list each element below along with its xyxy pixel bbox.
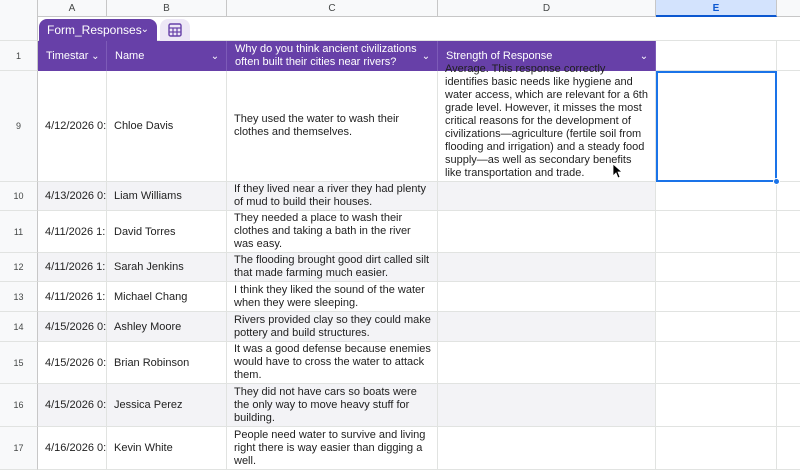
strength-cell[interactable] xyxy=(438,427,656,470)
response-cell[interactable] xyxy=(227,312,438,342)
response-text: They used the water to wash their clothes and themselves. xyxy=(234,113,400,138)
empty-cell[interactable] xyxy=(656,342,777,384)
response-text: If they lived near a river they had plenty of mud to build their houses. xyxy=(234,183,426,208)
header-question-label: Why do you think ancient civilizations often built their cities near rivers? xyxy=(235,43,417,68)
row-header-11[interactable]: 11 xyxy=(0,211,38,253)
timestamp-cell[interactable] xyxy=(38,312,107,342)
column-header-a[interactable]: A xyxy=(38,0,107,17)
row-header-blank xyxy=(0,17,38,41)
strength-cell[interactable] xyxy=(438,211,656,253)
response-text: They needed a place to wash their clothes and taking a bath in the river was easy. xyxy=(234,212,411,250)
strength-cell[interactable] xyxy=(438,182,656,211)
response-text: The flooding brought good dirt called silt that made farming much easier. xyxy=(234,254,430,279)
table-name-chip[interactable] xyxy=(39,19,157,41)
empty-cell[interactable] xyxy=(656,253,777,282)
empty-cell[interactable] xyxy=(656,282,777,312)
chevron-down-icon[interactable]: ⌄ xyxy=(210,50,220,62)
row-header-1[interactable]: 1 xyxy=(0,41,38,71)
empty-cell[interactable] xyxy=(656,312,777,342)
column-header-c[interactable]: C xyxy=(227,0,438,17)
response-cell[interactable] xyxy=(227,211,438,253)
strength-text: Average. This response correctly identifies basic needs like hygiene and water access, which are relevant for a 6th grade level. However, it misses the most critical reasons for the development of civilizations—agriculture (fertile soil from flooding and irrigation) and a steady food supply—as well as secondary benefits like transportation and trade. xyxy=(445,63,648,179)
empty-cell[interactable] xyxy=(777,282,800,312)
header-name-label: Name xyxy=(115,50,145,62)
column-header-e[interactable]: E xyxy=(656,0,777,17)
empty-cell[interactable] xyxy=(777,253,800,282)
header-question[interactable] xyxy=(227,41,438,71)
name-text: Chloe Davis xyxy=(114,120,174,132)
empty-cell[interactable] xyxy=(656,182,777,211)
name-text: Sarah Jenkins xyxy=(114,261,184,273)
name-cell[interactable] xyxy=(107,282,227,312)
timestamp-cell[interactable] xyxy=(38,427,107,470)
row-header-16[interactable]: 16 xyxy=(0,384,38,427)
response-cell[interactable] xyxy=(227,427,438,470)
name-cell[interactable] xyxy=(107,427,227,470)
empty-cell[interactable] xyxy=(656,41,777,71)
timestamp-text: 4/11/2026 1: xyxy=(45,261,106,273)
name-cell[interactable] xyxy=(107,312,227,342)
column-header-b[interactable]: B xyxy=(107,0,227,17)
response-cell[interactable] xyxy=(227,253,438,282)
chevron-down-icon[interactable]: ⌄ xyxy=(421,50,431,62)
table-name: Form_Responses xyxy=(47,23,142,37)
name-text: Jessica Perez xyxy=(114,399,183,411)
name-text: Kevin White xyxy=(114,442,173,454)
timestamp-cell[interactable] xyxy=(38,384,107,427)
row-header-14[interactable]: 14 xyxy=(0,312,38,342)
empty-cell[interactable] xyxy=(656,384,777,427)
timestamp-text: 4/15/2026 0: xyxy=(45,399,107,411)
response-text: It was a good defense because enemies would have to cross the water to attack them. xyxy=(234,343,431,381)
row-header-13[interactable]: 13 xyxy=(0,282,38,312)
name-text: Liam Williams xyxy=(114,190,182,202)
empty-cell[interactable] xyxy=(777,427,800,470)
column-header-d[interactable]: D xyxy=(438,0,656,17)
strength-cell[interactable] xyxy=(438,63,656,182)
name-cell[interactable] xyxy=(107,253,227,282)
empty-cell[interactable] xyxy=(777,41,800,71)
empty-cell[interactable] xyxy=(656,211,777,253)
table-grid-icon[interactable] xyxy=(160,19,190,41)
timestamp-cell[interactable] xyxy=(38,211,107,253)
timestamp-text: 4/15/2026 0: xyxy=(45,320,107,333)
header-timestamp[interactable] xyxy=(38,41,107,71)
name-text: David Torres xyxy=(114,225,176,238)
timestamp-text: 4/16/2026 0: xyxy=(45,442,107,454)
response-cell[interactable] xyxy=(227,282,438,312)
response-text: They did not have cars so boats were the only way to move heavy stuff for building. xyxy=(234,385,417,424)
header-name[interactable] xyxy=(107,41,227,71)
empty-cell[interactable] xyxy=(777,182,800,211)
timestamp-text: 4/12/2026 0: xyxy=(45,120,107,132)
timestamp-text: 4/11/2026 1: xyxy=(45,225,106,238)
response-cell[interactable] xyxy=(227,342,438,384)
strength-cell[interactable] xyxy=(438,312,656,342)
name-text: Brian Robinson xyxy=(114,356,190,369)
empty-cell[interactable] xyxy=(777,211,800,253)
timestamp-cell[interactable] xyxy=(38,253,107,282)
row-header-9[interactable]: 9 xyxy=(0,71,38,182)
timestamp-cell[interactable] xyxy=(38,342,107,384)
chevron-down-icon[interactable]: ⌄ xyxy=(639,50,649,62)
timestamp-text: 4/15/2026 0: xyxy=(45,356,107,369)
column-header-bar xyxy=(0,0,800,17)
name-cell[interactable] xyxy=(107,211,227,253)
name-text: Michael Chang xyxy=(114,290,188,303)
name-cell[interactable] xyxy=(107,384,227,427)
select-all-corner[interactable] xyxy=(0,0,38,17)
header-strength-label: Strength of Response xyxy=(446,50,553,62)
response-text: People need water to survive and living right there is way easier than digging a well. xyxy=(234,428,426,467)
name-cell[interactable] xyxy=(107,182,227,211)
strength-cell[interactable] xyxy=(438,253,656,282)
selected-cell-e9[interactable] xyxy=(656,71,777,182)
response-cell[interactable] xyxy=(227,384,438,427)
strength-cell[interactable] xyxy=(438,384,656,427)
fill-handle[interactable] xyxy=(773,178,780,185)
timestamp-text: 4/13/2026 0: xyxy=(45,190,107,202)
row-header-15[interactable]: 15 xyxy=(0,342,38,384)
row-header-10[interactable]: 10 xyxy=(0,182,38,211)
row-header-17[interactable]: 17 xyxy=(0,427,38,470)
row-header-12[interactable]: 12 xyxy=(0,253,38,282)
table-chip-row xyxy=(0,17,800,41)
column-header-f[interactable] xyxy=(777,0,800,17)
response-text: I think they liked the sound of the water when they were sleeping. xyxy=(234,283,425,309)
timestamp-text: 4/11/2026 1: xyxy=(45,290,106,303)
chevron-down-icon: ⌄ xyxy=(140,24,149,35)
timestamp-cell[interactable] xyxy=(38,282,107,312)
strength-cell[interactable] xyxy=(438,282,656,312)
mouse-cursor-icon xyxy=(612,163,622,179)
empty-cell[interactable] xyxy=(656,427,777,470)
name-cell[interactable] xyxy=(107,342,227,384)
empty-cell[interactable] xyxy=(777,384,800,427)
chevron-down-icon[interactable]: ⌄ xyxy=(91,50,100,62)
response-text: Rivers provided clay so they could make pottery and build structures. xyxy=(234,313,431,339)
name-cell[interactable] xyxy=(107,71,227,182)
timestamp-cell[interactable] xyxy=(38,71,107,182)
empty-cell[interactable] xyxy=(777,71,800,182)
header-timestamp-label: Timestar xyxy=(46,50,89,62)
empty-cell[interactable] xyxy=(777,342,800,384)
timestamp-cell[interactable] xyxy=(38,182,107,211)
strength-cell[interactable] xyxy=(438,342,656,384)
name-text: Ashley Moore xyxy=(114,320,182,333)
response-cell[interactable] xyxy=(227,182,438,211)
empty-cell[interactable] xyxy=(777,312,800,342)
response-cell[interactable] xyxy=(227,71,438,182)
